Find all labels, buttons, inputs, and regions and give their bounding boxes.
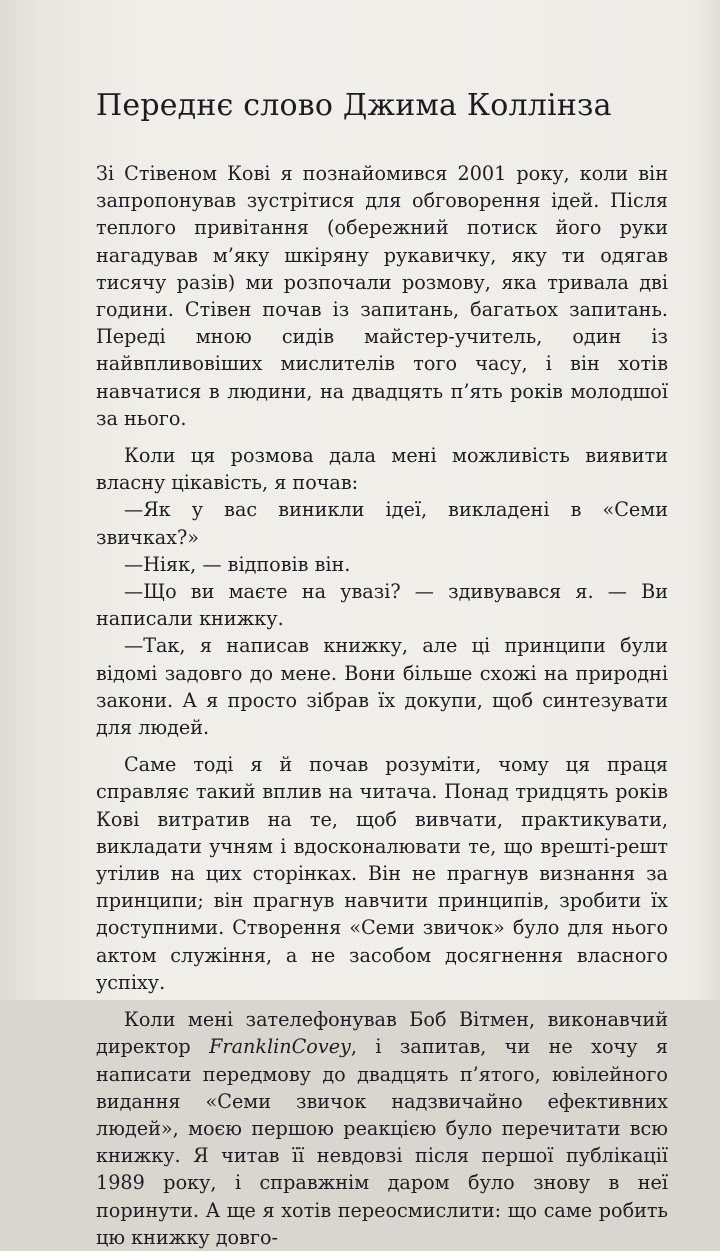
page-title: Переднє слово Джима Коллінза: [96, 88, 612, 123]
page-edge-shadow: [698, 0, 720, 1000]
dialogue-line: —Ніяк, — відповів він.: [124, 552, 351, 576]
paragraph: Зі Стівеном Кові я познайомився 2001 року, коли він запропонував зустрітися для обговорення ідей. Після теплого привітання (обережний потиск його руки нагадував м’яку шкіряну рукавичку, яку ти одягав тисячу разів) ми розпочали розмову, яка тривала дві години. Стівен почав із запитань, багатьох запитань. Переді мною сидів майстер-учитель, один із найвпливовіших мислителів того часу, і він хотів навчатися в людини, на двадцять п’ять років молодшої за нього.: [96, 162, 668, 430]
paragraph: Коли ця розмова дала мені можливість виявити власну цікавість, я почав:: [96, 444, 668, 495]
dialogue-line: —Як у вас виникли ідеї, викладені в «Семи звичках?»: [96, 498, 668, 549]
paragraph-text: , і запитав, чи не хочу я написати передмову до двадцять п’ятого, ювілейного видання «Семи звичок надзвичайно ефективних людей», моєю першою реакцією було перечитати всю книжку. Я читав її невдовзі після першої публікації 1989 року, і справжнім даром було знову в неї поринути. А ще я хотів переосмислити: що саме робить цю книжку довго-: [96, 1035, 668, 1249]
show-through-text: [94, 40, 694, 70]
paragraph: [96, 1006, 668, 1251]
company-name: FranklinCovey: [209, 1035, 351, 1059]
dialogue-line: —Що ви маєте на увазі? — здивувався я. — Ви написали книжку.: [96, 580, 668, 631]
paragraph-text: Коли мені зателефонував Боб Вітмен, виконавчий директор: [96, 1008, 668, 1059]
paragraph: Саме тоді я й почав розуміти, чому ця праця справляє такий вплив на читача. Понад тридцять років Кові витратив на те, щоб вивчати, практикувати, викладати учням і вдосконалювати те, що врешті-решт утілив на цих сторінках. Він не прагнув визнання за принципи; він прагнув навчити принципів, зробити їх доступними. Створення «Семи звичок» було для нього актом служіння, а не засобом досягнення власного успіху.: [96, 753, 668, 994]
body-text: [96, 160, 668, 1251]
dialogue-line: —Так, я написав книжку, але ці принципи були відомі задовго до мене. Вони більше схожі на природні закони. А я просто зібрав їх докупи, щоб синтезувати для людей.: [96, 634, 668, 740]
